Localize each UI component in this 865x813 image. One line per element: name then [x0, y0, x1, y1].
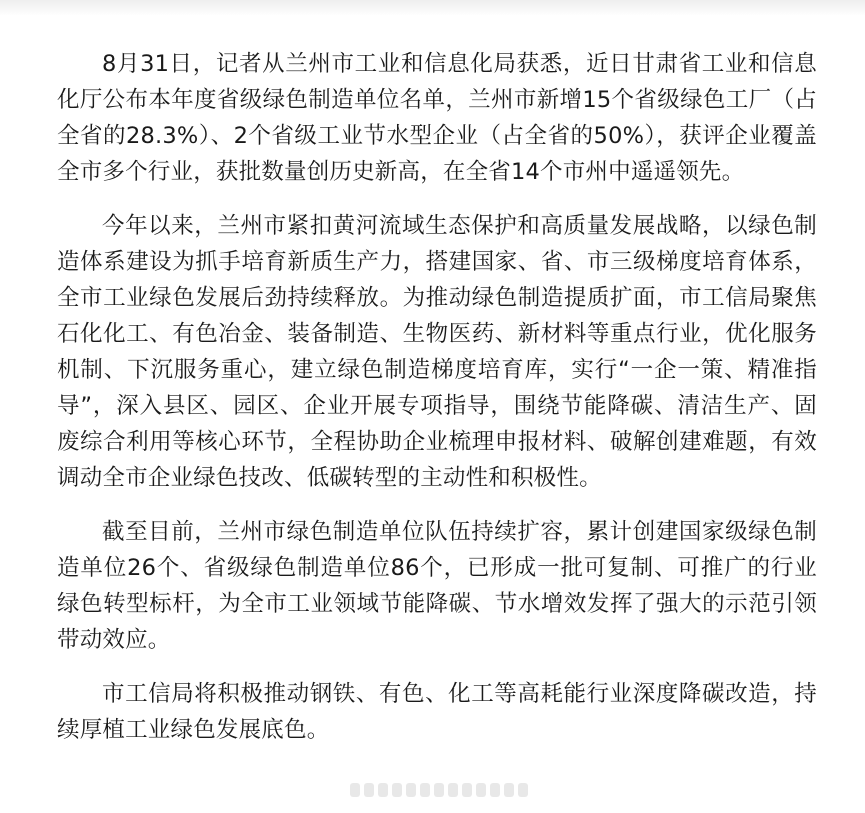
article-body	[57, 46, 817, 766]
paragraph-4: 市工信局将积极推动钢铁、有色、化工等高耗能行业深度降碳改造，持续厚植工业绿色发展底色。	[57, 681, 817, 743]
blurred-watermark	[350, 779, 528, 801]
top-edge-shadow	[0, 0, 865, 16]
paragraph-1: 8月31日，记者从兰州市工业和信息化局获悉，近日甘肃省工业和信息化厅公布本年度省级绿色制造单位名单，兰州市新增15个省级绿色工厂（占全省的28.3%）、2个省级工业节水型企业（占全省的50%），获评企业覆盖全市多个行业，获批数量创历史新高，在全省14个市州中遥遥领先。	[57, 51, 817, 185]
paragraph-3: 截至目前，兰州市绿色制造单位队伍持续扩容，累计创建国家级绿色制造单位26个、省级绿色制造单位86个，已形成一批可复制、可推广的行业绿色转型标杆，为全市工业领域节能降碳、节水增效发挥了强大的示范引领带动效应。	[57, 519, 817, 653]
paragraph-2: 今年以来，兰州市紧扣黄河流域生态保护和高质量发展战略，以绿色制造体系建设为抓手培育新质生产力，搭建国家、省、市三级梯度培育体系，全市工业绿色发展后劲持续释放。为推动绿色制造提质扩面，市工信局聚焦石化化工、有色冶金、装备制造、生物医药、新材料等重点行业，优化服务机制、下沉服务重心，建立绿色制造梯度培育库，实行“一企一策、精准指导”，深入县区、园区、企业开展专项指导，围绕节能降碳、清洁生产、固废综合利用等核心环节，全程协助企业梳理申报材料、破解创建难题，有效调动全市企业绿色技改、低碳转型的主动性和积极性。	[57, 213, 817, 491]
